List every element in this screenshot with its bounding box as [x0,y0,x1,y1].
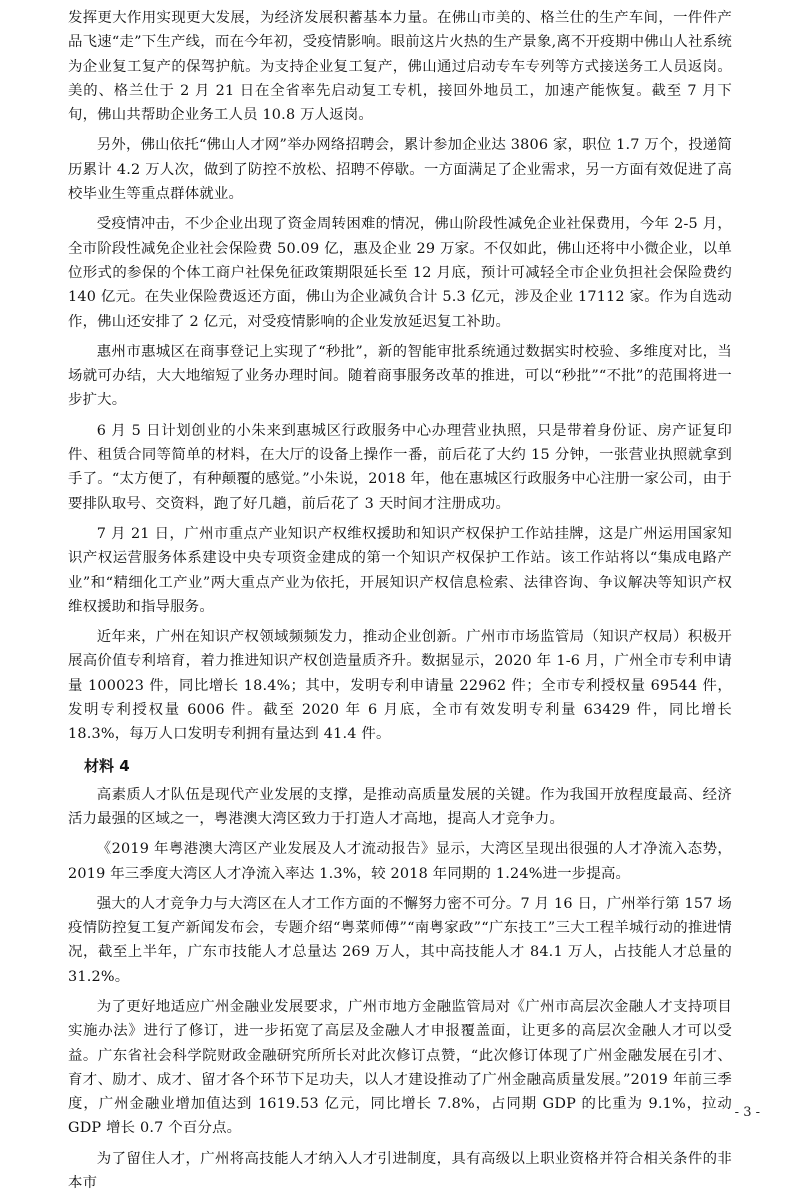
paragraph: 近年来，广州在知识产权领域频频发力，推动企业创新。广州市市场监管局（知识产权局）积极开展高价值专利培育，着力推进知识产权创造量质齐升。数据显示，2020 年 1-6 月，广州全市专利申请量 100023 件，同比增长 18.4%；其中，发明专利申请量 22962 件；全市专利授权量 69544 件，发明专利授权量 6006 件。截至 2020 年 6 月底，全市有效发明专利量 63429 件，同比增长 18.3%，每万人口发明专利拥有量达到 41.4 件。 [68,629,732,743]
paragraph: 6 月 5 日计划创业的小朱来到惠城区行政服务中心办理营业执照，只是带着身份证、房产证复印件、租赁合同等简单的材料，在大厅的设备上操作一番，前后花了大约 15 分钟，一张营业执照就拿到手了。“太方便了，有种颠覆的感觉。”小朱说，2018 年，他在惠城区行政服务中心注册一家公司，由于要排队取号、交资料，跑了好几趟，前后花了 3 天时间才注册成功。 [68,422,732,512]
paragraph: 受疫情冲击，不少企业出现了资金周转困难的情况，佛山阶段性减免企业社保费用，今年 2-5 月，全市阶段性减免企业社会保险费 50.09 亿，惠及企业 29 万家。不仅如此，佛山还将中小微企业，以单位形式的参保的个体工商户社保免征政策期限延长至 12 月底，预计可减轻全市企业负担社会保险费约 140 亿元。在失业保险费返还方面，佛山为企业减负合计 5.3 亿元，涉及企业 17112 家。作为自选动作，佛山还安排了 2 亿元，对受疫情影响的企业发放延迟复工补助。 [68,216,732,330]
paragraph: 《2019 年粤港澳大湾区产业发展及人才流动报告》显示，大湾区呈现出很强的人才净流入态势，2019 年三季度大湾区人才净流入率达 1.3%，较 2018 年同期的 1.24%进一步提高。 [68,841,732,882]
document-page [68,0,732,1192]
paragraph: 另外，佛山依托“佛山人才网”举办网络招聘会，累计参加企业达 3806 家，职位 1.7 万个，投递简历累计 4.2 万人次，做到了防控不放松、招聘不停歇。一方面满足了企业需求，另一方面有效促进了高校毕业生等重点群体就业。 [68,137,732,203]
paragraph: 为了更好地适应广州金融业发展要求，广州市地方金融监管局对《广州市高层次金融人才支持项目实施办法》进行了修订，进一步拓宽了高层及金融人才申报覆盖面，让更多的高层次金融人才可以受益。广东省社会科学院财政金融研究所所长对此次修订点赞，“此次修订体现了广州金融发展在引才、育才、励才、成才、留才各个环节下足功夫，以人才建设推动了广州金融高质量发展。”2019 年前三季度，广州金融业增加值达到 1619.53 亿元，同比增长 7.8%，占同期 GDP 的比重为 9.1%，拉动 GDP 增长 0.7 个百分点。 [68,998,732,1137]
paragraph: 高素质人才队伍是现代产业发展的支撑，是推动高质量发展的关键。作为我国开放程度最高、经济活力最强的区域之一，粤港澳大湾区致力于打造人才高地，提高人才竞争力。 [68,786,732,827]
paragraph: 7 月 21 日，广州市重点产业知识产权维权援助和知识产权保护工作站挂牌，这是广州运用国家知识产权运营服务体系建设中央专项资金建成的第一个知识产权保护工作站。该工作站将以“集成电路产业”和“精细化工产业”两大重点产业为依托，开展知识产权信息检索、法律咨询、争议解决等知识产权维权援助和指导服务。 [68,525,732,615]
paragraph: 为了留住人才，广州将高技能人才纳入人才引进制度，具有高级以上职业资格并符合相关条件的非本市 [68,1150,732,1192]
paragraph: 发挥更大作用实现更大发展，为经济发展积蓄基本力量。在佛山市美的、格兰仕的生产车间，一件件产品飞速“走”下生产线，而在今年初，受疫情影响。眼前这片火热的生产景象,离不开疫期中佛山人社系统为企业复工复产的保驾护航。为支持企业复工复产，佛山通过启动专车专列等方式接送务工人员返岗。美的、格兰仕于 2 月 21 日在全省率先启动复工专机，接回外地员工，加速产能恢复。截至 7 月下旬，佛山共帮助企业务工人员 10.8 万人返岗。 [68,10,732,124]
document-content [68,0,732,1195]
section-heading: 材料 4 [84,756,130,775]
paragraph: 强大的人才竞争力与大湾区在人才工作方面的不懈努力密不可分。7 月 16 日，广州举行第 157 场疫情防控复工复产新闻发布会，专题介绍“粤菜师傅”“南粤家政”“广东技工”三大工程羊城行动的推进情况，截至上半年，广东市技能人才总量达 269 万人，其中高技能人才 84.1 万人，占技能人才总量的 31.2%。 [68,895,732,985]
page-number: - 3 - [734,1105,760,1120]
paragraph: 惠州市惠城区在商事登记上实现了“秒批”，新的智能审批系统通过数据实时校验、多维度对比，当场就可办结，大大地缩短了业务办理时间。随着商事服务改革的推进，可以“秒批”“不批”的范围将进一步扩大。 [68,343,732,409]
